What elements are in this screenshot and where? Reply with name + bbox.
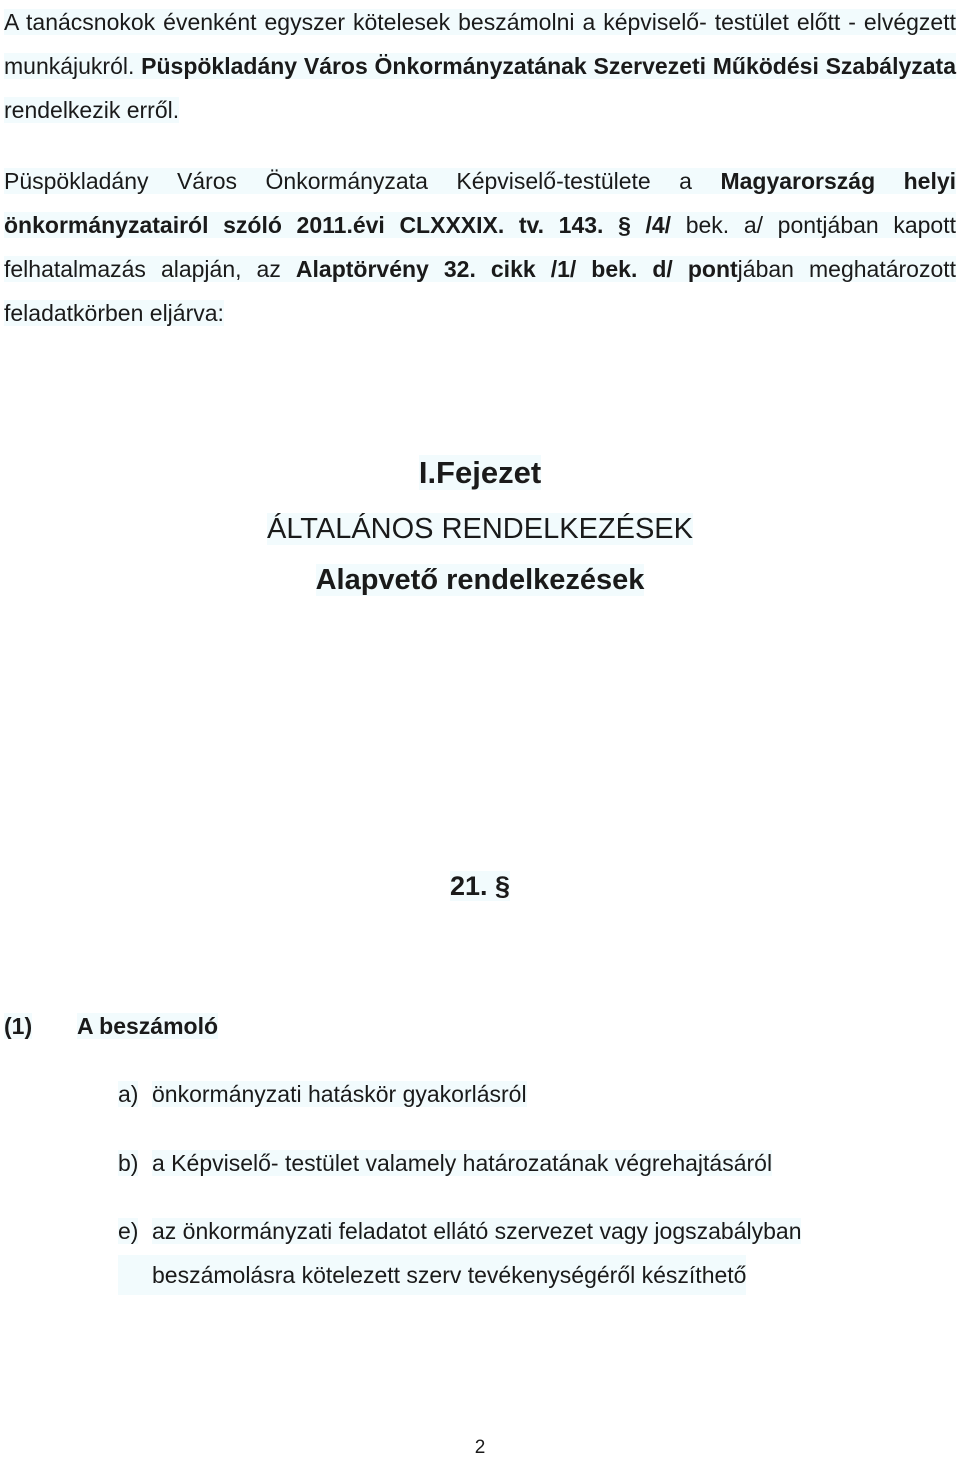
section-heading-text: Alapvető rendelkezések <box>315 564 645 596</box>
para2-text-mid: bek. a/ pontjában kapott felhatalmazás alapján, az <box>4 212 956 282</box>
subitem-b-content: a Képviselő- testület valamely határozatának végrehajtásáról <box>152 1150 773 1176</box>
subitem-e-text <box>152 1211 801 1251</box>
subitem-a-marker-text: a) <box>118 1081 139 1107</box>
para1-sz-ref: Püspökladány Város Önkormányzatának Szervezeti Működési Szabályzata <box>141 53 956 79</box>
item-number <box>4 1006 32 1046</box>
subitem-b-marker-text: b) <box>118 1150 139 1176</box>
section-number <box>0 864 960 908</box>
subitem-b-text <box>152 1143 772 1183</box>
subitem-a-marker <box>118 1074 138 1114</box>
para2-constitution-ref: Alaptörvény 32. cikk /1/ bek. d/ pont <box>295 256 738 282</box>
subitem-e-marker <box>118 1211 138 1251</box>
para2-text: Püspökladány Város Önkormányzata Képviselő-testülete a <box>4 168 721 194</box>
chapter-title <box>0 450 960 496</box>
subitem-e-content: az önkormányzati feladatot ellátó szervezet vagy jogszabályban <box>152 1218 802 1244</box>
para2-law-ref: Magyarország helyi önkormányzatairól szóló 2011.évi CLXXXIX. tv. 143. § /4/ <box>4 168 957 238</box>
para1-text-end: rendelkezik erről. <box>4 97 180 123</box>
subitem-a-text <box>152 1074 527 1114</box>
paragraph-preamble <box>4 159 956 335</box>
subitem-e-content-2: beszámolásra kötelezett szerv tevékenységéről készíthető <box>152 1262 747 1288</box>
subitem-e-text-continuation <box>118 1255 746 1295</box>
item-text <box>77 1006 218 1046</box>
page-number: 2 <box>474 1437 486 1458</box>
para2-text-end: jában meghatározott feladatkörben eljárva: <box>4 256 957 326</box>
paragraph-tanacsnokok <box>4 0 956 132</box>
para1-text: A tanácsnokok évenként egyszer kötelesek beszámolni a képviselő- testület előtt - elvégzett munkájukról. <box>4 9 956 79</box>
subitem-a-content: önkormányzati hatáskör gyakorlásról <box>152 1081 527 1107</box>
subitem-e-marker-text: e) <box>118 1218 139 1244</box>
section-number-text: 21. § <box>449 871 511 901</box>
chapter-subtitle <box>0 506 960 552</box>
chapter-subtitle-text: ÁLTALÁNOS RENDELKEZÉSEK <box>266 513 693 545</box>
item-number-text: (1) <box>4 1013 33 1039</box>
item-text-content: A beszámoló <box>77 1013 219 1039</box>
chapter-title-text: I.Fejezet <box>418 455 542 490</box>
section-heading <box>0 557 960 603</box>
subitem-b-marker <box>118 1143 138 1183</box>
